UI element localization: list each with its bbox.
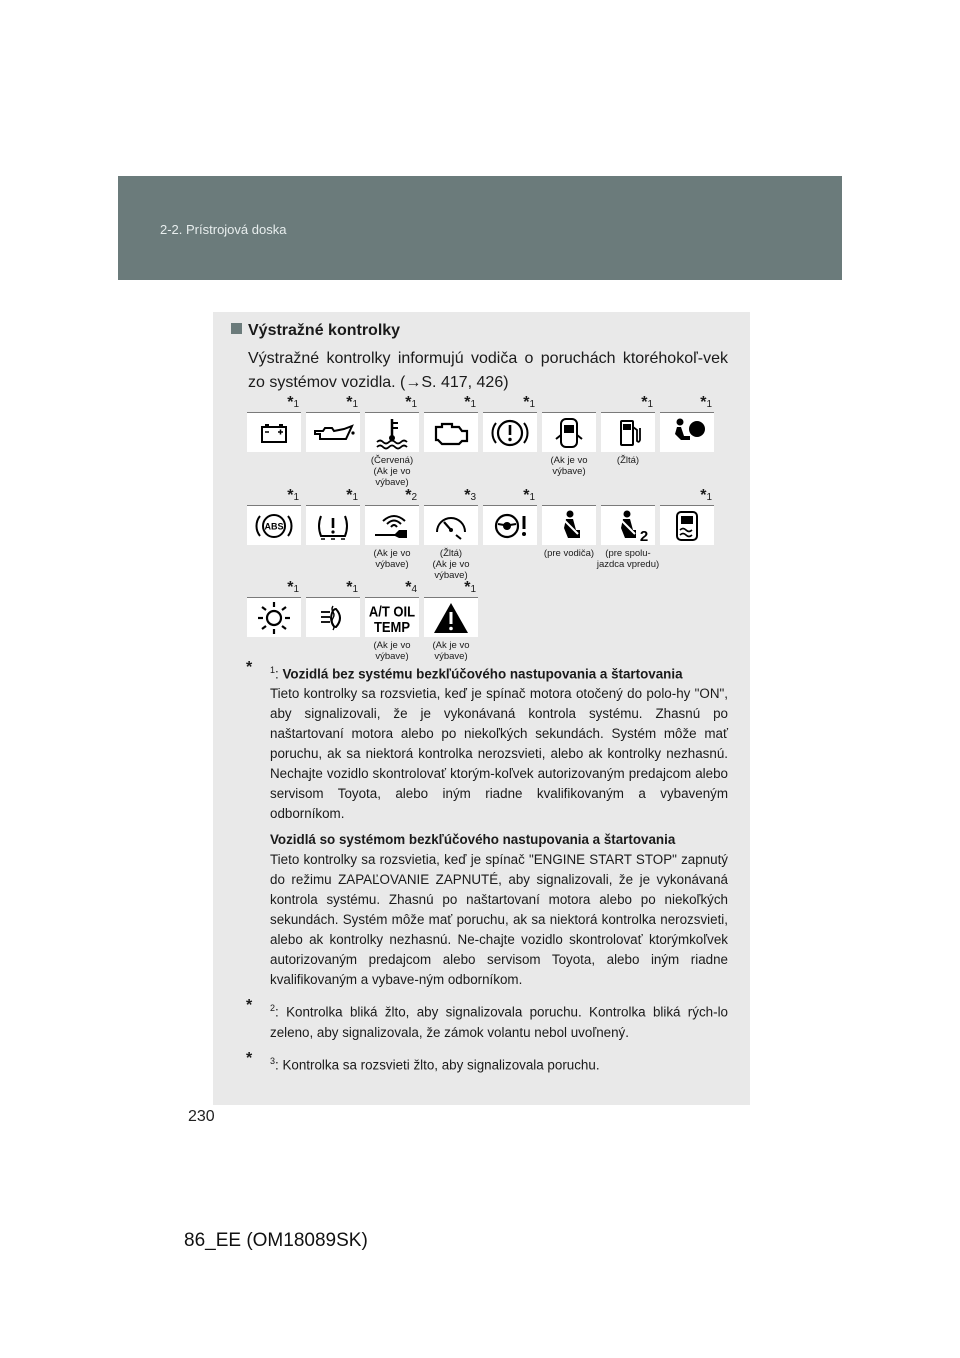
footnote-marker: *1 [523, 487, 535, 504]
indicator-caption: (Ak je vo výbave) [432, 640, 470, 662]
footnote-heading-2: Vozidlá so systémom bezkľúčového nastupovania a štartovania [270, 832, 676, 848]
footnote-text: Tieto kontrolky sa rozsvietia, keď je spínač motora otočený do polo-hy "ON", aby signalizovali, že je vykonávaná kontrola systému. Zhasnú po naštartovaní motora alebo po niekoľkých sekundách. Systém môže mať poruchu, ak sa niektorá kontrolka nerozsvieti, alebo ak kontrolky nezhasnú. Nechajte vozidlo skontrolovať ktorým-koľvek autorizovaným predajcom alebo servisom Toyota, alebo iným riadne kvalifikovaným a vybaveným odborníkom. [270, 686, 728, 822]
footnote-marker: *1 [346, 394, 358, 411]
section-breadcrumb: 2-2. Prístrojová doska [160, 222, 287, 237]
section-square-icon [231, 323, 242, 334]
indicator-caption: (Ak je vo výbave) [373, 548, 411, 570]
footnote-star: * [246, 659, 253, 676]
immobilizer-key-icon [365, 505, 419, 545]
footnote-marker: *1 [464, 394, 476, 411]
footnote-ref: 1 [270, 665, 276, 675]
footnote-3: * $^3$: Kontrolka sa rozsvieti žlto, aby signalizovala poruchu. [246, 1049, 600, 1073]
footnote-heading: Vozidlá bez systému bezkľúčového nastupovania a štartovania [282, 666, 683, 682]
intro-text: Výstražné kontrolky informujú vodiča o poruchách ktoréhokoľ-vek zo systémov vozidla. (→S. 417, 426) [248, 350, 728, 391]
brake-warning-icon [483, 412, 537, 452]
footnote-1: * $^1$: Vozidlá bez systému bezkľúčového nastupovania a štartovania Tieto kontrolky sa rozsvietia, keď je spínač motora otočený do polo-hy "ON", aby signalizovali, že je vykonávaná kontrola systému. Zhasnú po naštartovaní motora alebo po niekoľkých sekundách. Systém môže mať poruchu, ak sa niektorá kontrolka nerozsvieti, alebo ak kontrolky nezhasnú. Nechajte vozidlo skontrolovať ktorým-koľvek autorizovaným predajcom alebo servisom Toyota, alebo iným riadne kvalifikovaným a vybaveným odborníkom. Vozidlá so systémom bezkľúčového nastupovania a štartovania Tieto kontrolky sa rozsvietia, keď je spínač "ENGINE START STOP" zapnutý do režimu ZAPAĽOVANIE ZAPNUTÉ, aby signalizovali, že je vykonávaná kontrola systému. Zhasnú po naštartovaní motora alebo po niekoľkých sekundách. Systém môže mať poruchu, ak sa niektorá kontrolka nerozsvieti, alebo ak kontrolky nezhasnú. Ne-chajte vozidlo skontrolovať ktorýmkoľvek autorizovaným predajcom alebo servisom Toyota, alebo iným riadne kvalifikovaným a vybave-ným odborníkom. [248, 660, 728, 990]
indicator-caption: (Červená) (Ak je vo výbave) [370, 455, 414, 488]
footnote-2: * $^2$: Kontrolka bliká žlto, aby signalizovala poruchu. Kontrolka bliká rých-lo zeleno, aby signalizovala, že zámok volantu nebol uvoľnený. [246, 997, 728, 1040]
footnote-ref: 2 [270, 1003, 276, 1014]
footnote-ref: 3 [270, 1055, 276, 1066]
master-warning-icon [424, 597, 478, 637]
footnote-star: * [246, 997, 253, 1015]
footnote-marker: *1 [641, 394, 653, 411]
footnote-text: Kontrolka bliká žlto, aby signalizovala poruchu. Kontrolka bliká rých-lo zeleno, aby signalizovala, že zámok volantu nebol uvoľnený. [270, 1004, 728, 1040]
footnote-marker: *1 [287, 394, 299, 411]
page-number: 230 [188, 1108, 215, 1125]
battery-icon [247, 412, 301, 452]
door-open-icon [542, 412, 596, 452]
footnote-text-2: Tieto kontrolky sa rozsvietia, keď je spínač "ENGINE START STOP" zapnutý do režimu ZAPAĽOVANIE ZAPNUTÉ, aby signalizovali, že je vykonávaná kontrola systému. Zhasnú po naštartovaní motora alebo po niekoľkých sekundách. Systém môže mať poruchu, ak sa niektorá kontrolka nerozsvieti, alebo ak kontrolky nezhasnú. Ne-chajte vozidlo skontrolovať ktorýmkoľvek autorizovaným predajcom alebo servisom Toyota, alebo iným riadne kvalifikovaným a vybave-ným odborníkom. [270, 852, 728, 988]
oil-can-icon [306, 412, 360, 452]
footnote-marker: *1 [523, 394, 535, 411]
at-oil-temp-icon [365, 597, 419, 637]
indicator-caption: (Žltá) (Ak je vo výbave) [432, 548, 470, 581]
footnote-marker: *1 [346, 579, 358, 596]
svg-text:TEMP: TEMP [373, 619, 411, 636]
seatbelt-driver-icon [542, 505, 596, 545]
svg-text:2: 2 [639, 528, 649, 545]
section-title-text: Výstražné kontrolky [248, 322, 401, 339]
svg-text:A/T OIL: A/T OIL [368, 604, 416, 620]
speedometer-icon [424, 505, 478, 545]
tire-pressure-icon [306, 505, 360, 545]
rear-fog-icon [306, 597, 360, 637]
footnote-text: Kontrolka sa rozsvieti žlto, aby signalizovala poruchu. [282, 1057, 600, 1073]
seatbelt-passenger-icon [601, 505, 655, 545]
indicator-caption: (pre spolu-jazdca vpredu) [596, 548, 660, 570]
slip-indicator-icon [660, 505, 714, 545]
footnotes [248, 660, 728, 1083]
abs-icon [247, 505, 301, 545]
indicator-caption: (Žltá) [616, 455, 640, 466]
footnote-marker: *1 [405, 394, 417, 411]
airbag-icon [660, 412, 714, 452]
lamp-failure-icon [247, 597, 301, 637]
indicator-caption: (pre vodiča) [543, 548, 595, 559]
indicator-caption: (Ak je vo výbave) [373, 640, 411, 662]
section-title [231, 322, 400, 340]
fuel-pump-icon [601, 412, 655, 452]
power-steering-icon [483, 505, 537, 545]
coolant-temp-icon [365, 412, 419, 452]
footnote-marker: *1 [464, 579, 476, 596]
footnote-marker: *2 [405, 487, 417, 504]
footnote-marker: *1 [287, 579, 299, 596]
footnote-marker: *1 [287, 487, 299, 504]
svg-text:ABS: ABS [264, 521, 284, 532]
footnote-star: * [246, 1049, 253, 1067]
footnote-marker: *1 [346, 487, 358, 504]
footnote-marker: *1 [700, 394, 712, 411]
indicator-caption: (Ak je vo výbave) [550, 455, 588, 477]
document-code: 86_EE (OM18089SK) [184, 1230, 368, 1251]
footnote-marker: *3 [464, 487, 476, 504]
engine-check-icon [424, 412, 478, 452]
footnote-marker: *4 [405, 579, 417, 596]
footnote-marker: *1 [700, 487, 712, 504]
